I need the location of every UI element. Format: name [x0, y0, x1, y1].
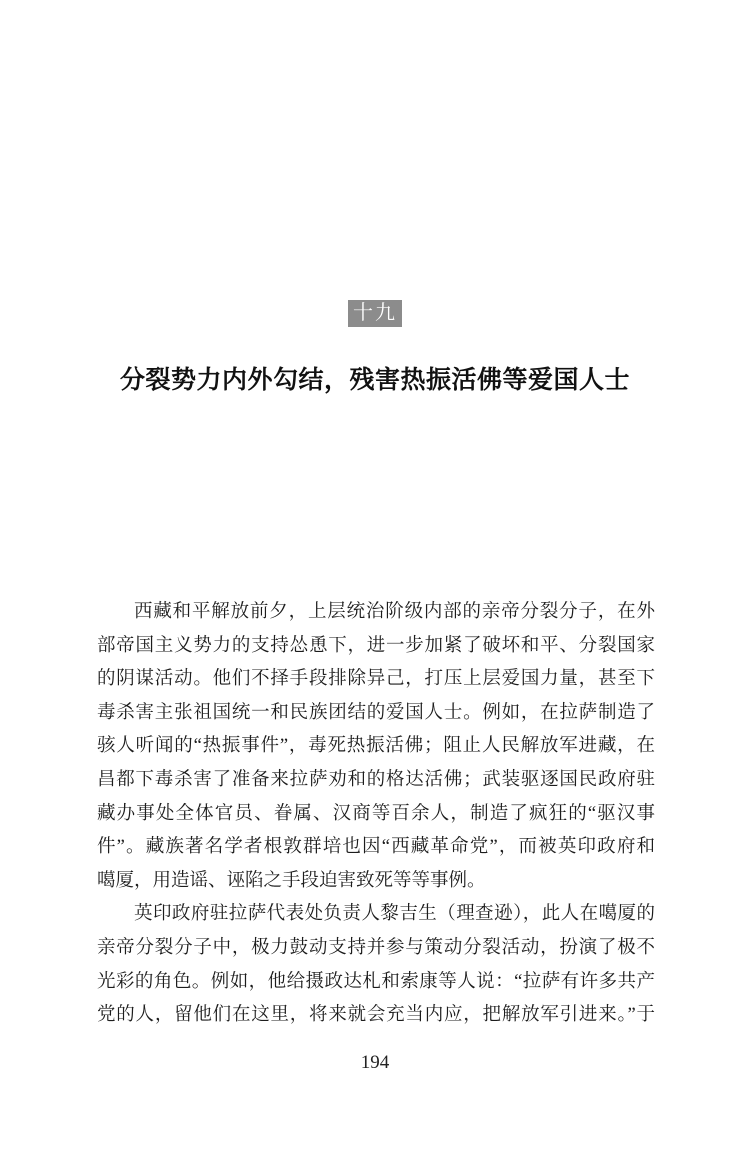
body-text-line: 骇人听闻的“热振事件”，毒死热振活佛；阻止人民解放军进藏，在: [97, 736, 655, 757]
body-text-line: 党的人，留他们在这里，将来就会充当内应，把解放军引进来。”于: [97, 1005, 655, 1026]
paragraph: [97, 898, 655, 1032]
chapter-title: 分裂势力内外勾结，残害热振活佛等爱国人士: [119, 365, 630, 394]
body-text-line: 昌都下毒杀害了准备来拉萨劝和的格达活佛；武装驱逐国民政府驻: [97, 769, 655, 790]
body-text-line: 的阴谋活动。他们不择手段排除异己，打压上层爱国力量，甚至下: [97, 669, 655, 690]
body-text-line: 英印政府驻拉萨代表处负责人黎吉生（理查逊），此人在噶厦的: [134, 904, 655, 925]
body-text-line: 部帝国主义势力的支持怂恿下，进一步加紧了破坏和平、分裂国家: [97, 635, 655, 656]
body-text-line: 噶厦，用造谣、诬陷之手段迫害致死等等事例。: [97, 870, 486, 891]
paragraph: [97, 596, 655, 898]
body-text-line: 藏办事处全体官员、眷属、汉商等百余人，制造了疯狂的“驱汉事: [97, 803, 655, 824]
chapter-number-badge: 十九: [348, 300, 402, 327]
body-text-line: 件”。藏族著名学者根敦群培也因“西藏革命党”，而被英印政府和: [97, 837, 655, 858]
body-text-line: 亲帝分裂分子中，极力鼓动支持并参与策动分裂活动，扮演了极不: [97, 937, 655, 958]
body-text-line: 西藏和平解放前夕，上层统治阶级内部的亲帝分裂分子，在外: [134, 602, 655, 622]
page-number: 194: [360, 1052, 390, 1073]
body-text-line: 毒杀害主张祖国统一和民族团结的爱国人士。例如，在拉萨制造了: [97, 702, 655, 723]
body-text: [97, 596, 655, 1033]
body-text-line: 光彩的角色。例如，他给摄政达札和索康等人说：“拉萨有许多共产: [97, 971, 655, 992]
